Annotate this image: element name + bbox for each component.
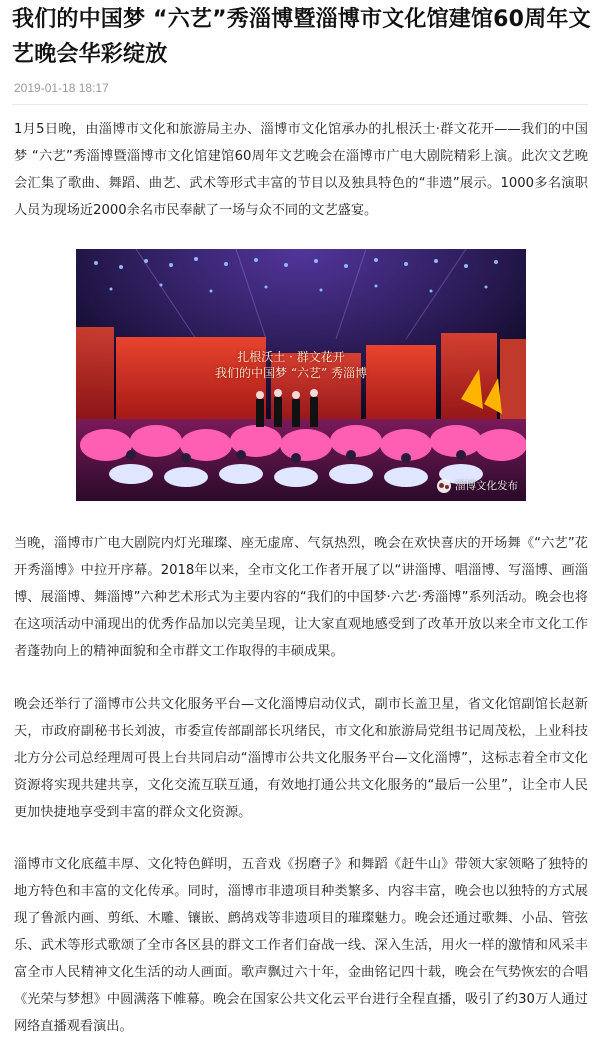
event-photo (76, 249, 526, 501)
paragraph-opening: 当晚，淄博市广电大剧院内灯光璀璨、座无虚席、气氛热烈，晚会在欢快喜庆的开场舞《“六艺”花开秀淄博》中拉开序幕。2018年以来，全市文化工作者开展了以“讲淄博、唱淄博、写淄博、画淄博、展淄博、舞淄博”六种艺术形式为主要内容的“我们的中国梦·六艺·秀淄博”系列活动。晚会也将在这项活动中涌现出的优秀作品加以完美呈现，让大家直观地感受到了改革开放以来全市文化工作者蓬勃向上的精神面貌和全市群文工作取得的丰硕成果。 (14, 536, 588, 659)
paragraph-heritage: 淄博市文化底蕴丰厚、文化特色鲜明，五音戏《拐磨子》和舞蹈《赶牛山》带领大家领略了独特的地方特色和丰富的文化传承。同时，淄博市非遗项目种类繁多、内容丰富，晚会也以独特的方式展现了鲁派内画、剪纸、木雕、镶嵌、鹧鸪戏等非遗项目的璀璨魅力。晚会还通过歌舞、小品、管弦乐、武术等形式歌颂了全市各区县的群文工作者们奋战一线、深入生活，用火一样的激情和风采丰富全市人民精神文化生活的动人画面。歌声飘过六十年，金曲铭记四十载，晚会在气势恢宏的合唱《光荣与梦想》中圆满落下帷幕。晚会在国家公共文化云平台进行全程直播，吸引了约30万人通过网络直播观看演出。 (14, 857, 588, 1034)
publish-date: 2019-01-18 18:17 (14, 81, 109, 95)
stage-text-line1: 扎根沃土 · 群文花开 (237, 350, 345, 364)
paragraph-ceremony: 晚会还举行了淄博市公共文化服务平台—文化淄博启动仪式，副市长盖卫星，省文化馆副馆长赵新天，市政府副秘书长刘波，市委宣传部副部长巩绪民，市文化和旅游局党组书记周茂松，上业科技北方分公司总经理周可畏上台共同启动“淄博市公共文化服务平台—文化淄博”，这标志着全市文化资源将实现共建共享，文化交流互联互通，有效地打通公共文化服务的“最后一公里”，让全市人民更加快捷地享受到丰富的群众文化资源。 (14, 697, 588, 820)
photo-watermark (437, 478, 518, 493)
stage-screen-text (196, 349, 386, 381)
divider (12, 104, 588, 105)
article-title: 我们的中国梦 “六艺”秀淄博暨淄博市文化馆建馆60周年文艺晚会华彩绽放 (12, 7, 591, 67)
paragraph-intro: 1月5日晚，由淄博市文化和旅游局主办、淄博市文化馆承办的扎根沃土·群文花开——我们的中国梦 “六艺”秀淄博暨淄博市文化馆建馆60周年文艺晚会在淄博市广电大剧院精彩上演。此次文艺晚会汇集了歌曲、舞蹈、曲艺、武术等形式丰富的节目以及独具特色的“非遗”展示。1000多名演职人员为现场近2000余名市民奉献了一场与众不同的文艺盛宴。 (14, 122, 588, 218)
stage-text-line2: 我们的中国梦 “六艺” 秀淄博 (215, 366, 367, 380)
watermark-text: 淄博文化发布 (455, 480, 518, 492)
weibo-logo-icon (437, 479, 451, 493)
